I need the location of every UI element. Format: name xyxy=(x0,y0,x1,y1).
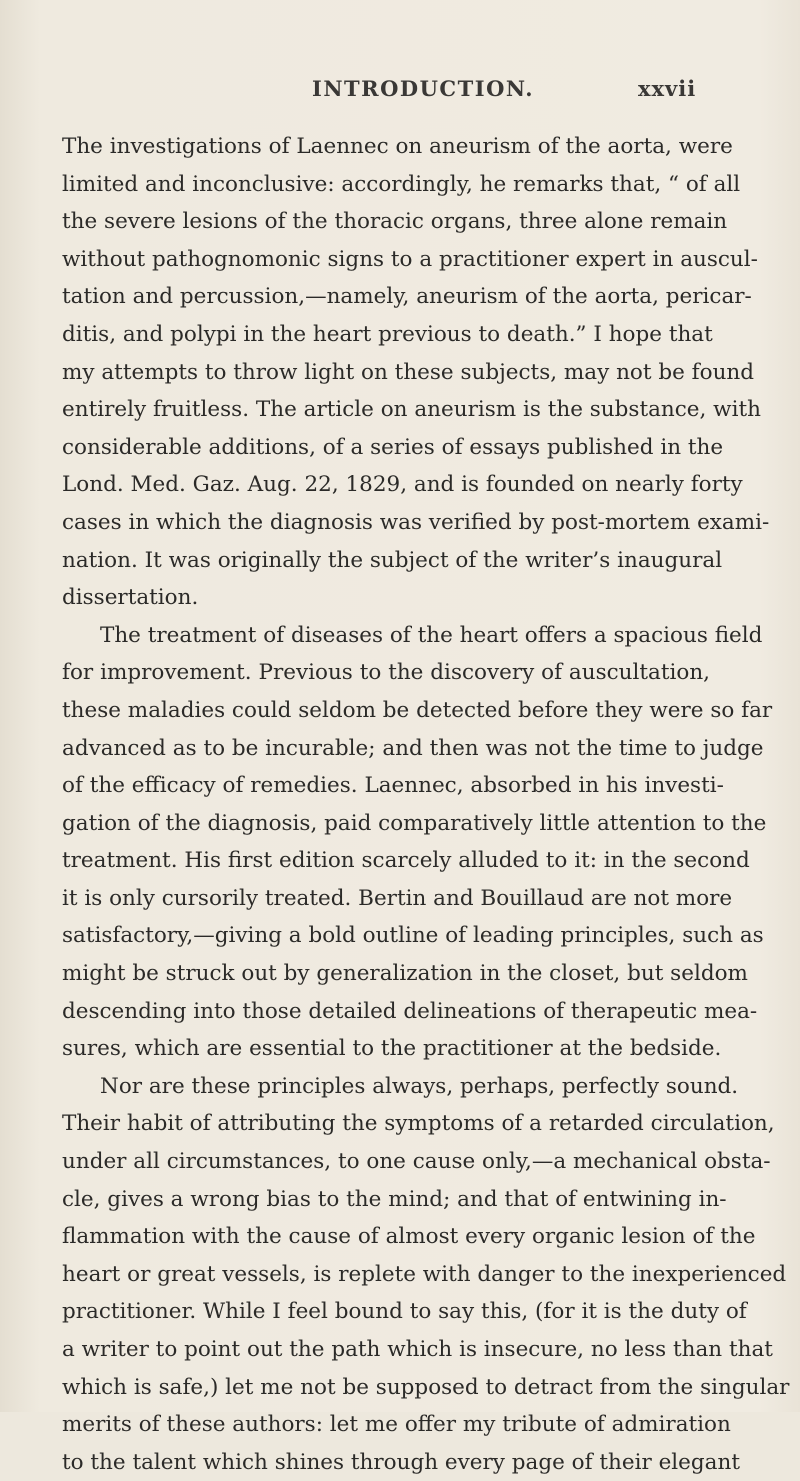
text-line: nation. It was originally the subject of the writer’s inaugural xyxy=(62,547,723,573)
text-line: the severe lesions of the thoracic organs, three alone remain xyxy=(62,209,728,235)
text-line: Nor are these principles always, perhaps, perfectly sound. xyxy=(100,1073,739,1099)
running-title: INTRODUCTION. xyxy=(312,76,535,101)
text-line: sures, which are essential to the practitioner at the bedside. xyxy=(62,1036,722,1062)
text-line: dissertation. xyxy=(62,585,199,611)
text-line: treatment. His first edition scarcely alluded to it: in the second xyxy=(62,848,750,874)
text-line: merits of these authors: let me offer my tribute of admiration xyxy=(62,1412,731,1438)
text-line: cle, gives a wrong bias to the mind; and that of entwining in- xyxy=(62,1186,727,1212)
text-line: entirely fruitless. The article on aneurism is the substance, with xyxy=(62,397,761,423)
text-line: advanced as to be incurable; and then was not the time to judge xyxy=(62,735,764,761)
text-line: might be struck out by generalization in the closet, but seldom xyxy=(62,961,748,987)
text-line: gation of the diagnosis, paid comparatively little attention to the xyxy=(62,810,767,836)
text-line: Lond. Med. Gaz. Aug. 22, 1829, and is founded on nearly forty xyxy=(62,472,743,498)
text-line: it is only cursorily treated. Bertin and Bouillaud are not more xyxy=(62,885,733,911)
text-line: satisfactory,—giving a bold outline of leading principles, such as xyxy=(62,923,764,949)
text-line: under all circumstances, to one cause only,—a mechanical obsta- xyxy=(62,1149,771,1175)
body-text xyxy=(62,128,790,1481)
text-line: which is safe,) let me not be supposed to detract from the singular xyxy=(62,1374,790,1400)
text-line: descending into those detailed delineations of therapeutic mea- xyxy=(62,998,758,1024)
text-line: without pathognomonic signs to a practitioner expert in auscul- xyxy=(62,246,758,272)
text-line: cases in which the diagnosis was verified by post-mortem exami- xyxy=(62,509,770,535)
text-line: my attempts to throw light on these subjects, may not be found xyxy=(62,359,755,385)
text-line: practitioner. While I feel bound to say this, (for it is the duty of xyxy=(62,1299,747,1325)
text-line: to the talent which shines through every page of their elegant xyxy=(62,1449,740,1475)
text-line: The investigations of Laennec on aneurism of the aorta, were xyxy=(62,134,733,159)
text-line: of the efficacy of remedies. Laennec, absorbed in his investi- xyxy=(62,773,724,799)
text-line: Their habit of attributing the symptoms of a retarded circulation, xyxy=(62,1111,775,1137)
text-line: ditis, and polypi in the heart previous to death.” I hope that xyxy=(62,321,713,347)
text-line: these maladies could seldom be detected before they were so far xyxy=(62,697,773,723)
page-number: xxvii xyxy=(638,76,697,101)
running-head xyxy=(0,76,800,106)
text-line: considerable additions, of a series of essays published in the xyxy=(62,434,724,460)
text-line: for improvement. Previous to the discovery of auscultation, xyxy=(62,660,710,686)
text-line: limited and inconclusive: accordingly, he remarks that, “ of all xyxy=(62,171,741,197)
text-line: The treatment of diseases of the heart offers a spacious field xyxy=(100,622,763,648)
text-line: heart or great vessels, is replete with danger to the inexperienced xyxy=(62,1261,787,1287)
text-line: tation and percussion,—namely, aneurism of the aorta, pericar- xyxy=(62,284,752,310)
text-line: flammation with the cause of almost every organic lesion of the xyxy=(62,1224,756,1250)
text-line: a writer to point out the path which is insecure, no less than that xyxy=(62,1337,773,1362)
